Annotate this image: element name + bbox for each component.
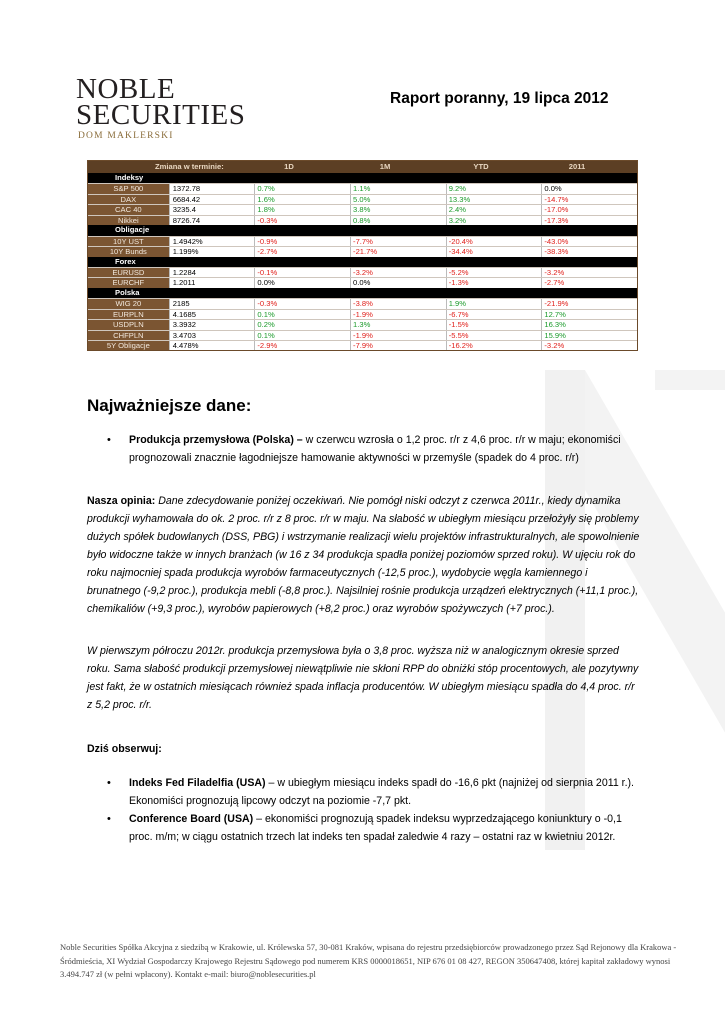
table-row — [88, 194, 637, 204]
change-1m: -1.9% — [350, 331, 446, 340]
bullet-lead: Produkcja przemysłowa (Polska) — [129, 434, 294, 446]
change-1d: -0.3% — [254, 299, 350, 308]
change-2011: -3.2% — [541, 341, 637, 350]
section-title: Indeksy — [115, 173, 144, 182]
instrument-name: CHFPLN — [88, 331, 169, 340]
change-1m: 5.0% — [350, 195, 446, 204]
change-1d: 0.0% — [254, 278, 350, 287]
opinion-label: Nasza opinia: — [87, 495, 156, 507]
market-summary-table — [87, 160, 638, 351]
table-row — [88, 246, 637, 256]
change-1m: -21.7% — [350, 247, 446, 256]
change-1m: -7.9% — [350, 341, 446, 350]
change-1m: -1.9% — [350, 310, 446, 319]
logo-subtitle: DOM MAKLERSKI — [78, 131, 174, 141]
table-section-row — [88, 288, 637, 298]
instrument-value: 3235.4 — [169, 205, 255, 214]
table-row — [88, 330, 637, 340]
change-2011: 12.7% — [541, 310, 637, 319]
change-ytd: -5.5% — [446, 331, 542, 340]
header-label: Zmiana w terminie: — [155, 162, 224, 171]
change-1d: 0.1% — [254, 310, 350, 319]
list-item — [87, 431, 642, 467]
bullet-dash: – — [293, 434, 306, 446]
table-row — [88, 236, 637, 246]
opinion-text: Dane zdecydowanie poniżej oczekiwań. Nie pomógł niski odczyt z czerwca 2011r., kiedy dynamika produkcji wyhamowała do ok. 2 proc. r/r z 8 proc. r/r w maju. Na słabość w ubiegłym miesiącu przełożyły się problemy dużych spółek budowlanych (DSS, PBG) i wstrzymanie realizacji wielu projektów infrastrukturalnych, ale spowolnienie było widoczne także w innych branżach (w 16 z 34 produkcja spadła poniżej poziomów sprzed roku). W ujęciu rok do roku najmocniej spada produkcja wyrobów farmaceutycznych (-12,5 proc.), wydobycie węgla kamiennego i brunatnego (-9,2 proc.), produkcja mebli (-8,8 proc.). Najsilniej rośnie produkcja urządzeń elektrycznych (+11,1 proc.), chemikaliów (+9,3 proc.), wyrobów papierowych (+8,2 proc.) oraz wyrobów spożywczych (+7 proc.). — [87, 495, 640, 615]
noble-securities-logo — [76, 73, 246, 141]
change-2011: -21.9% — [541, 299, 637, 308]
change-ytd: -5.2% — [446, 268, 542, 277]
watch-item-text: – w ubiegłym miesiącu indeks spadł do -16,6 pkt (najniżej od sierpnia 2011 r.). Ekonomiści prognozują lipcowy odczyt na poziomie -7,7 pkt. — [129, 777, 635, 807]
instrument-value: 8726.74 — [169, 216, 255, 225]
report-title: Raport poranny, 19 lipca 2012 — [390, 90, 609, 107]
instrument-name: EURUSD — [88, 268, 169, 277]
change-2011: -17.0% — [541, 205, 637, 214]
table-row — [88, 267, 637, 277]
watch-heading: Dziś obserwuj: — [87, 743, 162, 755]
table-section-row — [88, 173, 637, 183]
change-ytd: 9.2% — [446, 184, 542, 193]
section-title: Obligacje — [115, 225, 150, 235]
change-1d: 1.8% — [254, 205, 350, 214]
change-2011: -3.2% — [541, 268, 637, 277]
change-1d: -0.3% — [254, 216, 350, 225]
change-ytd: 3.2% — [446, 216, 542, 225]
change-2011: -2.7% — [541, 278, 637, 287]
change-2011: 16.3% — [541, 320, 637, 329]
section-heading: Najważniejsze dane: — [87, 396, 252, 415]
change-1m: 0.0% — [350, 278, 446, 287]
instrument-name: EURPLN — [88, 310, 169, 319]
instrument-value: 3.4703 — [169, 331, 255, 340]
instrument-value: 2185 — [169, 299, 255, 308]
change-1m: 0.8% — [350, 216, 446, 225]
change-1d: -0.1% — [254, 268, 350, 277]
change-1m: 1.1% — [350, 184, 446, 193]
instrument-name: Nikkei — [88, 216, 169, 225]
instrument-value: 1.4942% — [169, 237, 255, 246]
table-header-row — [88, 161, 637, 173]
instrument-name: DAX — [88, 195, 169, 204]
change-1m: 1.3% — [350, 320, 446, 329]
change-1m: 3.8% — [350, 205, 446, 214]
change-1m: -3.8% — [350, 299, 446, 308]
instrument-value: 6684.42 — [169, 195, 255, 204]
instrument-value: 1.2284 — [169, 268, 255, 277]
change-2011: 15.9% — [541, 331, 637, 340]
instrument-value: 3.3932 — [169, 320, 255, 329]
change-ytd: 2.4% — [446, 205, 542, 214]
watch-item-text: – ekonomiści prognozują spadek indeksu wyprzedzającego koniunktury o -0,1 proc. m/m; w ciągu ostatnich trzech lat indeks ten spadał zaledwie 4 razy – ostatni raz w kwietniu 2012r. — [129, 813, 622, 843]
table-row — [88, 309, 637, 319]
instrument-name: 10Y Bunds — [88, 247, 169, 256]
change-2011: -38.3% — [541, 247, 637, 256]
change-1m: -7.7% — [350, 237, 446, 246]
instrument-name: 10Y UST — [88, 237, 169, 246]
watch-item-lead: Indeks Fed Filadelfia (USA) — [129, 777, 266, 789]
opinion-paragraph-2: W pierwszym półroczu 2012r. produkcja przemysłowa była o 3,8 proc. wyższa niż w analogicznym okresie sprzed roku. Sama słabość produkcji przemysłowej niewątpliwie nie skłoni RPP do obniżki stóp procentowych, ale pozytywny jest fakt, że w ostatnich miesiącach również spada inflacja producentów. W ubiegłym miesiącu spadła do 4,4 proc. r/r z 5,2 proc. r/r. — [87, 645, 639, 711]
instrument-name: WIG 20 — [88, 299, 169, 308]
change-ytd: -1.5% — [446, 320, 542, 329]
header-ytd: YTD — [473, 162, 489, 171]
change-ytd: 13.3% — [446, 195, 542, 204]
change-1d: 0.2% — [254, 320, 350, 329]
change-ytd: -6.7% — [446, 310, 542, 319]
change-1m: -3.2% — [350, 268, 446, 277]
instrument-value: 1.199% — [169, 247, 255, 256]
change-2011: -43.0% — [541, 237, 637, 246]
change-2011: -17.3% — [541, 216, 637, 225]
list-item — [87, 774, 642, 810]
instrument-value: 1.2011 — [169, 278, 255, 287]
table-row — [88, 277, 637, 287]
table-row — [88, 319, 637, 329]
instrument-name: EURCHF — [88, 278, 169, 287]
change-1d: 1.6% — [254, 195, 350, 204]
change-ytd: 1.9% — [446, 299, 542, 308]
change-2011: 0.0% — [541, 184, 637, 193]
table-row — [88, 215, 637, 225]
table-row — [88, 340, 637, 350]
table-row — [88, 298, 637, 308]
bullet-text: w czerwcu wzrosła o 1,2 proc. r/r z 4,6 proc. r/r w maju; ekonomiści prognozowali znacznie łagodniejsze hamowanie aktywności w przemyśle (spadek do 4 proc. r/r) — [129, 434, 621, 464]
instrument-name: USDPLN — [88, 320, 169, 329]
instrument-value: 4.478% — [169, 341, 255, 350]
change-ytd: -20.4% — [446, 237, 542, 246]
section-title: Polska — [115, 287, 140, 297]
change-1d: -2.9% — [254, 341, 350, 350]
footer-legal-text: Noble Securities Spółka Akcyjna z siedzibą w Krakowie, ul. Królewska 57, 30-081 Kraków, wpisana do rejestru przedsiębiorców prowadzonego przez Sąd Rejonowy dla Krakowa - Śródmieścia, XI Wydział Gospodarczy Krajowego Rejestru Sądowego pod numerem KRS 0000018651, NIP 676 01 08 427, REGON 350647408, której kapitał zakładowy wynosi 3.494.747 zł (w pełni wpłacony). Kontakt e-mail: biuro@noblesecurities.pl — [60, 942, 677, 980]
table-body — [88, 173, 637, 350]
instrument-value: 4.1685 — [169, 310, 255, 319]
instrument-value: 1372.78 — [169, 184, 255, 193]
change-ytd: -1.3% — [446, 278, 542, 287]
instrument-name: CAC 40 — [88, 205, 169, 214]
change-2011: -14.7% — [541, 195, 637, 204]
change-1d: -0.9% — [254, 237, 350, 246]
instrument-name: 5Y Obligacje — [88, 341, 169, 350]
watch-list — [87, 774, 642, 846]
key-data-list — [87, 431, 642, 467]
opinion-paragraph — [87, 492, 642, 618]
instrument-name: S&P 500 — [88, 184, 169, 193]
table-row — [88, 204, 637, 214]
table-section-row — [88, 225, 637, 235]
change-ytd: -34.4% — [446, 247, 542, 256]
header-1m: 1M — [379, 162, 391, 171]
section-title: Forex — [115, 256, 136, 266]
change-1d: 0.1% — [254, 331, 350, 340]
table-row — [88, 183, 637, 193]
change-1d: -2.7% — [254, 247, 350, 256]
change-1d: 0.7% — [254, 184, 350, 193]
watch-item-lead: Conference Board (USA) — [129, 813, 254, 825]
header-1d: 1D — [284, 162, 294, 171]
header-2011: 2011 — [568, 162, 586, 171]
logo-line-1: NOBLE — [76, 73, 176, 105]
list-item — [87, 810, 642, 846]
logo-line-2: SECURITIES — [76, 99, 246, 131]
change-ytd: -16.2% — [446, 341, 542, 350]
table-section-row — [88, 257, 637, 267]
